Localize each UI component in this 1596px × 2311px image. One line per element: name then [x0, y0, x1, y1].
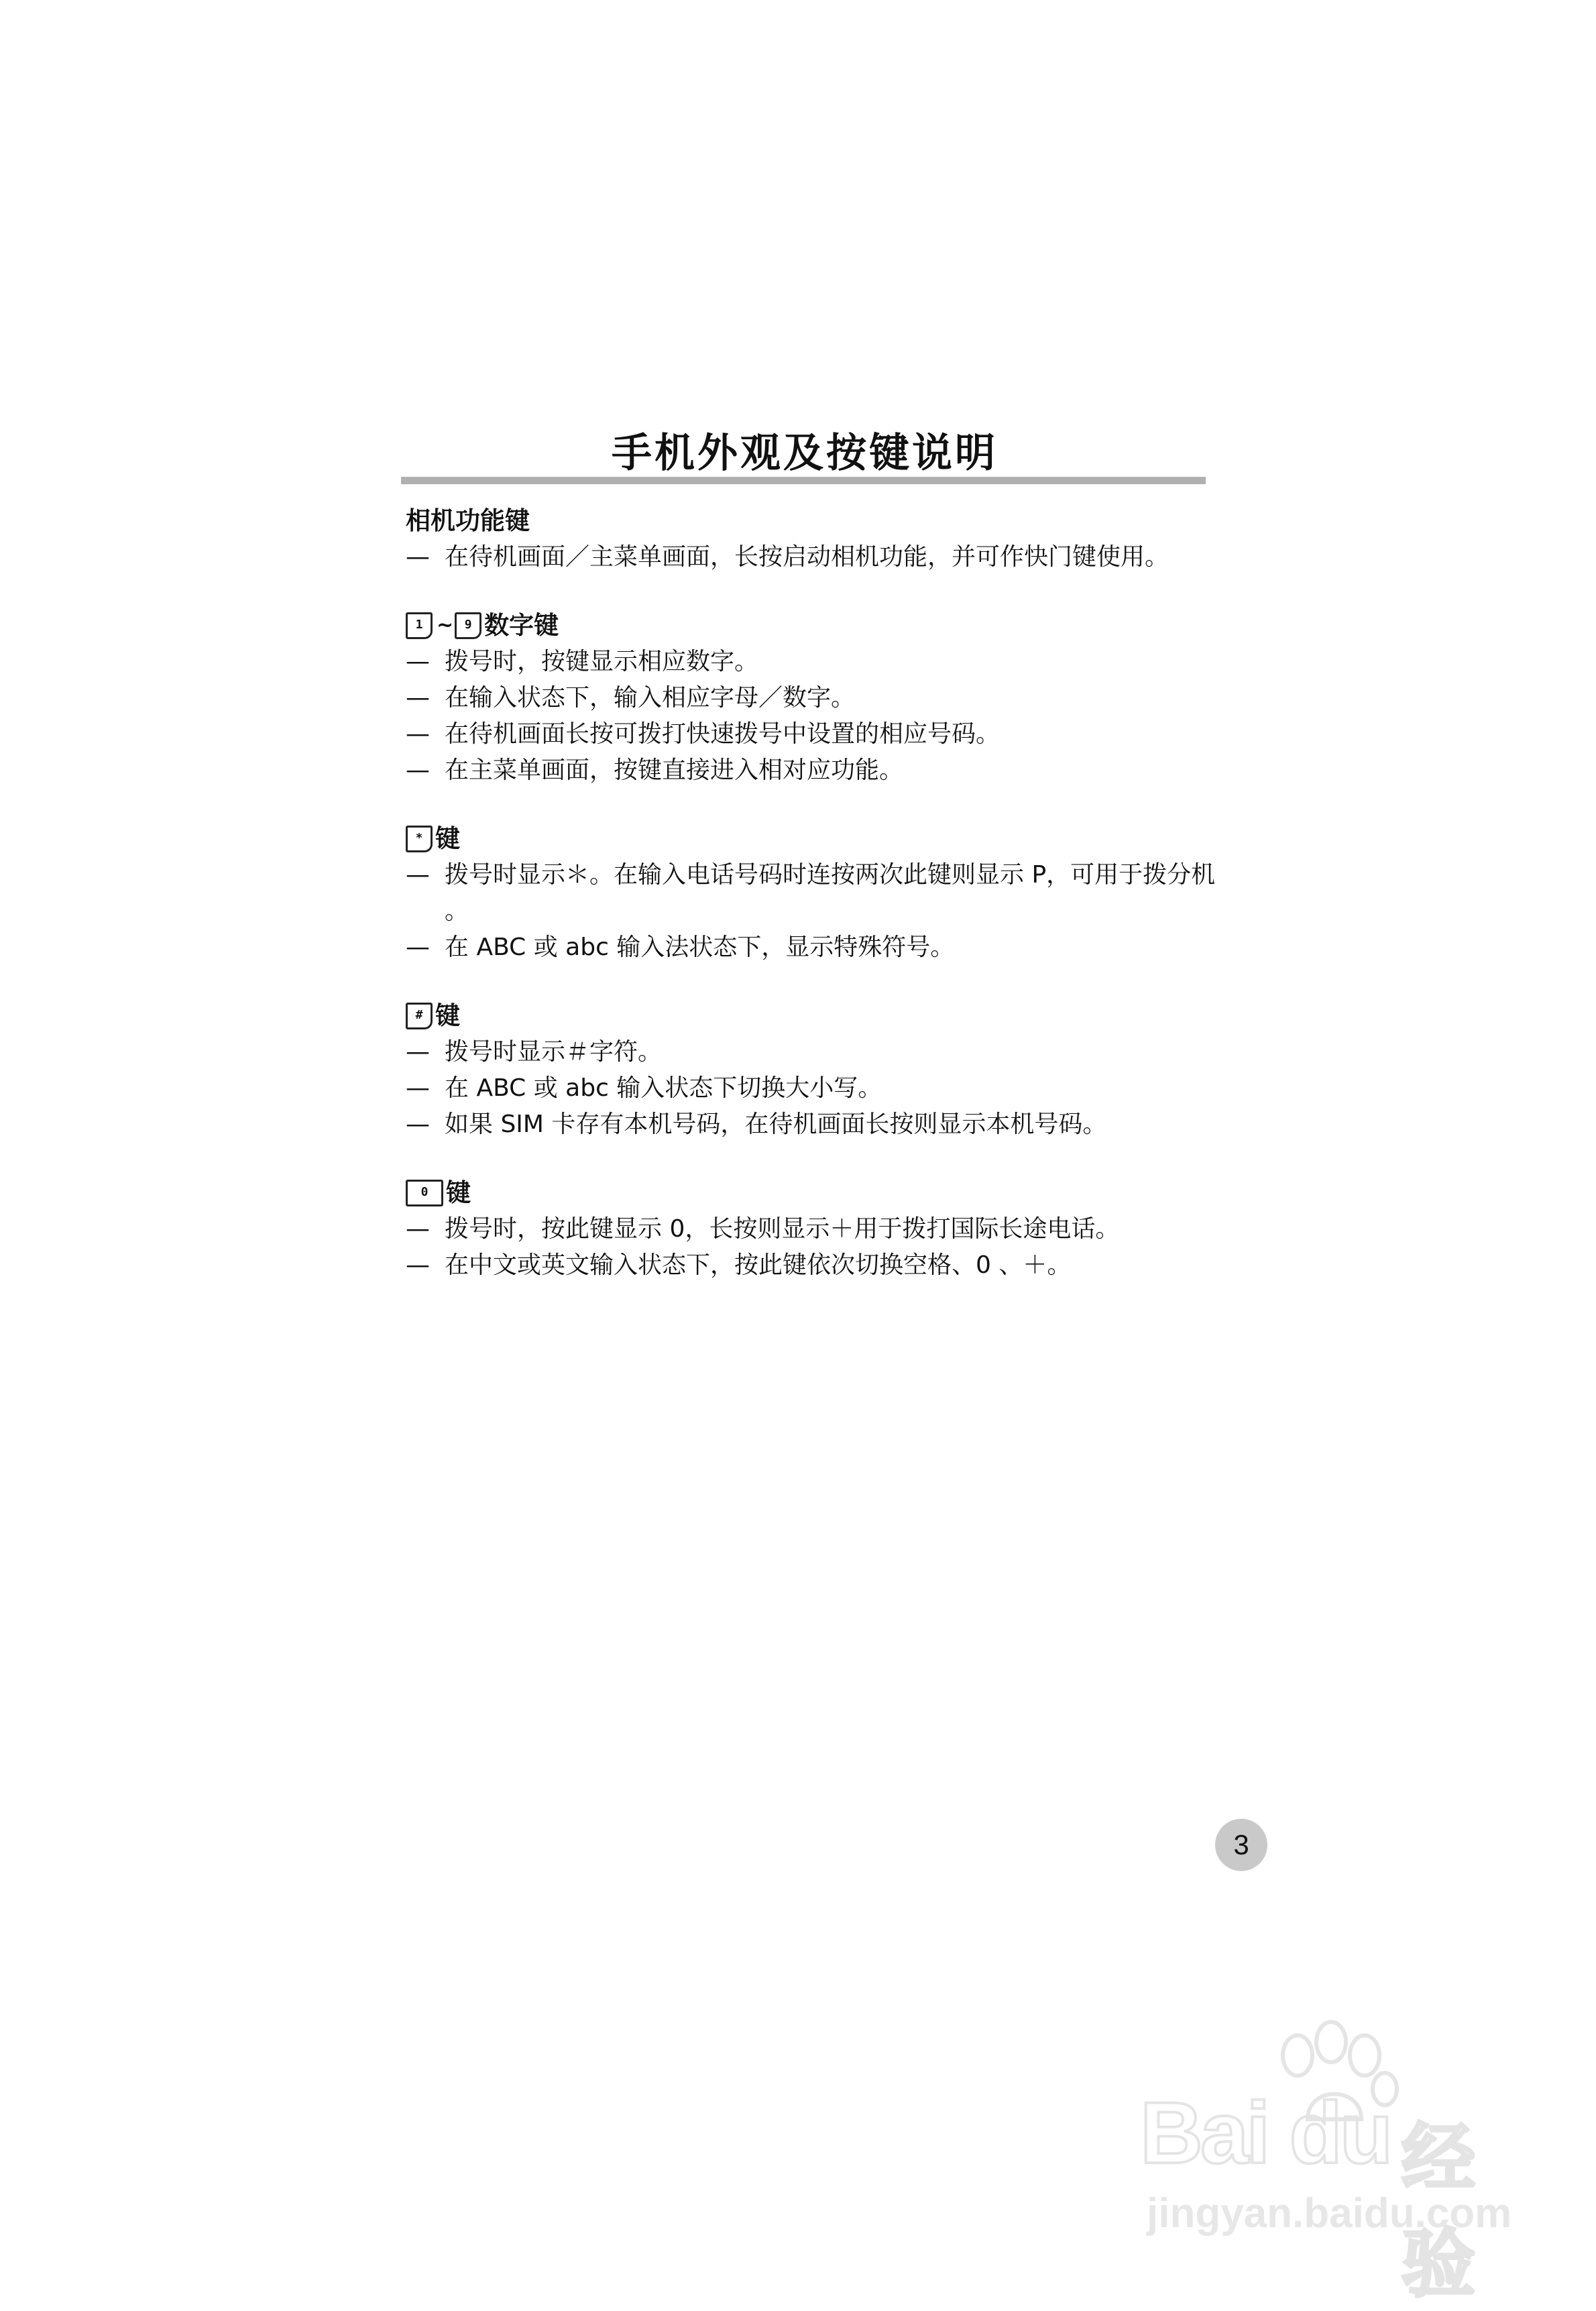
list-item: [406, 857, 1243, 929]
page-number-badge: 3: [1215, 1819, 1267, 1871]
section-number-keys: [406, 608, 1210, 789]
list-marker: —: [406, 934, 430, 961]
list-marker: —: [406, 720, 430, 748]
list-item-text: 在待机画面长按可拨打快速拨号中设置的相应号码。: [445, 720, 1001, 748]
list-item-text: 在 ABC 或 abc 输入状态下切换大小写。: [445, 1074, 882, 1102]
list-marker: —: [406, 1074, 430, 1102]
list-marker: —: [406, 1251, 430, 1279]
hash-key-icon: #: [406, 1003, 433, 1029]
watermark-brand-cn: 经验: [1402, 2115, 1475, 2307]
list-marker: —: [406, 543, 430, 571]
list-item-text: 拨号时显示＊。在输入电话号码时连按两次此键则显示 P，可用于拨分机 。: [445, 861, 1216, 925]
list-marker: —: [406, 684, 430, 712]
watermark-url: jingyan.baidu.com: [1147, 2190, 1512, 2237]
list-marker: —: [406, 1038, 430, 1066]
list-item-text: 拨号时显示＃字符。: [445, 1038, 663, 1066]
watermark-brand: Bai du: [1140, 2084, 1391, 2182]
list-item: [406, 1107, 1210, 1143]
key-9-icon: 9: [455, 612, 481, 639]
list-item-text: 在输入状态下，输入相应字母／数字。: [445, 684, 856, 712]
baidu-jingyan-watermark: [1133, 2019, 1536, 2307]
section-star-key: [406, 821, 1216, 966]
title-divider: [401, 477, 1206, 484]
section-hash-key: [406, 998, 1210, 1143]
list-item-text: 在主菜单画面，按键直接进入相对应功能。: [445, 756, 904, 784]
section-title-text: 键: [435, 1001, 460, 1030]
key-1-icon: 1: [406, 612, 433, 639]
list-item-text: 在待机画面／主菜单画面，长按启动相机功能，并可作快门键使用。: [445, 543, 1170, 571]
list-marker: —: [406, 648, 430, 675]
list-item-text: 拨号时，按键显示相应数字。: [445, 648, 759, 675]
section-title-text: 数字键: [484, 611, 559, 640]
list-item-text: 如果 SIM 卡存有本机号码，在待机画面长按则显示本机号码。: [445, 1111, 1107, 1138]
section-camera-key: [406, 503, 1210, 575]
star-key-icon: *: [406, 826, 433, 852]
section-title: [406, 1175, 1210, 1211]
list-item-text: 在 ABC 或 abc 输入法状态下，显示特殊符号。: [445, 934, 955, 961]
list-marker: —: [406, 861, 430, 889]
list-item: [406, 1034, 1210, 1070]
document-body: [406, 503, 1216, 1316]
zero-key-icon: 0: [406, 1180, 443, 1206]
section-zero-key: [406, 1175, 1210, 1284]
section-title: [406, 608, 1210, 644]
range-tilde: ~: [437, 614, 454, 637]
list-item: [406, 752, 1210, 789]
section-title-text: 键: [435, 824, 460, 853]
list-item: [406, 929, 1210, 966]
section-title: [406, 503, 1210, 539]
list-item: [406, 1070, 1210, 1107]
list-item: [406, 1211, 1210, 1247]
list-marker: —: [406, 1215, 430, 1243]
list-item-text: 在中文或英文输入状态下，按此键依次切换空格、0 、＋。: [445, 1251, 1072, 1279]
list-marker: —: [406, 1111, 430, 1138]
list-item-text: 拨号时，按此键显示 0，长按则显示＋用于拨打国际长途电话。: [445, 1215, 1120, 1243]
list-marker: —: [406, 756, 430, 784]
section-title-text: 相机功能键: [406, 506, 530, 535]
list-item: [406, 539, 1210, 575]
list-item: [406, 680, 1210, 716]
section-title: [406, 998, 1210, 1034]
list-item: [406, 644, 1210, 680]
list-item: [406, 1247, 1210, 1284]
section-title-text: 键: [446, 1178, 471, 1207]
page-title: 手机外观及按键说明: [612, 430, 998, 477]
list-item: [406, 716, 1210, 752]
section-title: [406, 821, 1210, 857]
